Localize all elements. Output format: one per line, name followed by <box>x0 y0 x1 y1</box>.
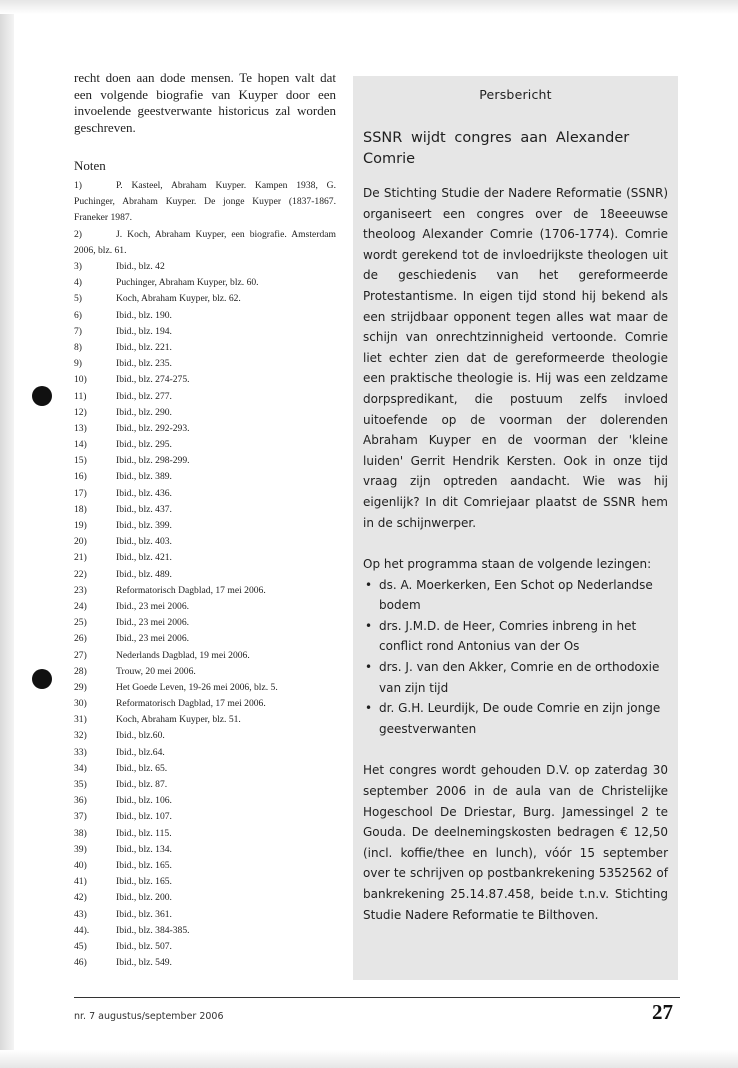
note-item <box>74 712 336 728</box>
intro-paragraph: recht doen aan dode mensen. Te hopen valt dat een volgende biografie van Kuyper door een invoelende geestverwante historicus zal worden geschreven. <box>74 70 336 135</box>
note-number: 33) <box>74 746 87 758</box>
note-text: J. Koch, Abraham Kuyper, een biografie. Amsterdam 2006, blz. 61. <box>74 228 336 256</box>
note-item <box>74 324 336 340</box>
note-item <box>74 631 336 647</box>
note-text: Ibid., blz. 298-299. <box>116 455 190 467</box>
note-text: Koch, Abraham Kuyper, blz. 51. <box>116 714 241 726</box>
press-release-title: Persbericht <box>479 87 552 102</box>
note-number: 26) <box>74 633 87 645</box>
note-number: 5) <box>74 293 82 305</box>
note-number: 12) <box>74 406 87 418</box>
note-text: Ibid., blz. 389. <box>116 471 172 483</box>
note-text: Ibid., blz. 295. <box>116 439 172 451</box>
note-item <box>74 534 336 550</box>
note-text: Ibid., blz. 489. <box>116 568 172 580</box>
note-number: 46) <box>74 957 87 969</box>
footer-rule <box>74 997 680 998</box>
note-text: Ibid., blz. 107. <box>116 811 172 823</box>
note-number: 31) <box>74 714 87 726</box>
note-number: 22) <box>74 568 87 580</box>
notes-heading: Noten <box>74 158 106 173</box>
note-item <box>74 793 336 809</box>
note-text: Ibid., blz. 399. <box>116 520 172 532</box>
note-item <box>74 567 336 583</box>
note-text: Ibid., blz. 292-293. <box>116 422 190 434</box>
note-text: Ibid., blz. 42 <box>116 261 165 273</box>
note-number: 15) <box>74 455 87 467</box>
note-text: Ibid., blz. 134. <box>116 843 172 855</box>
lecture-item: • drs. J.M.D. de Heer, Comries inbreng in het conflict rond Antonius van der Os <box>363 616 668 657</box>
note-text: Ibid., 23 mei 2006. <box>116 633 190 645</box>
note-item <box>74 227 336 259</box>
note-number: 4) <box>74 277 82 289</box>
press-release-headline: SSNR wijdt congres aan Alexander Comrie <box>363 130 630 167</box>
note-item <box>74 421 336 437</box>
note-text: Ibid., blz. 221. <box>116 341 172 353</box>
note-number: 39) <box>74 843 87 855</box>
note-item <box>74 340 336 356</box>
page-edge-shadow <box>0 0 14 1068</box>
note-number: 3) <box>74 261 82 273</box>
note-item <box>74 599 336 615</box>
note-item <box>74 518 336 534</box>
note-item <box>74 648 336 664</box>
note-item <box>74 502 336 518</box>
note-number: 23) <box>74 584 87 596</box>
note-item <box>74 583 336 599</box>
note-text: Ibid., blz. 290. <box>116 406 172 418</box>
note-item <box>74 550 336 566</box>
bottom-edge-shadow <box>0 1050 738 1068</box>
note-item <box>74 761 336 777</box>
note-number: 29) <box>74 681 87 693</box>
note-item <box>74 696 336 712</box>
note-number: 44). <box>74 924 90 936</box>
note-text: Ibid., blz.60. <box>116 730 165 742</box>
note-item <box>74 178 336 227</box>
note-number: 36) <box>74 795 87 807</box>
note-text: Ibid., blz. 165. <box>116 876 172 888</box>
note-item <box>74 890 336 906</box>
note-number: 17) <box>74 487 87 499</box>
note-item <box>74 745 336 761</box>
congress-details: Het congres wordt gehouden D.V. op zaterdag 30 september 2006 in de aula van de Christelijke Hogeschool De Driestar, Burg. Jamessingel 2 te Gouda. De deelnemingskosten bedragen € 12,50 (incl. koffie/thee en lunch), vóór 15 september over te schrijven op postbankrekening 5352562 of bankrekening 25.14.87.458, beide t.n.v. Stichting Studie Nadere Reformatie te Bilthoven. <box>363 763 668 922</box>
note-text: Ibid., blz. 421. <box>116 552 172 564</box>
note-text: Ibid., blz. 384-385. <box>116 924 190 936</box>
program-intro: Op het programma staan de volgende lezingen: <box>363 557 652 572</box>
note-text: Ibid., blz. 115. <box>116 827 172 839</box>
note-number: 11) <box>74 390 87 402</box>
note-item <box>74 939 336 955</box>
lecture-list <box>363 575 668 740</box>
note-number: 42) <box>74 892 87 904</box>
note-item <box>74 615 336 631</box>
note-text: Nederlands Dagblad, 19 mei 2006. <box>116 649 250 661</box>
press-release-body: De Stichting Studie der Nadere Reformatie (SSNR) organiseert een congres over de 18eeeuwse theoloog Alexander Comrie (1706-1774). Comrie wordt gerekend tot de invloedrijkste theologen uit de geschiedenis van het gereformeerde Protestantisme. In eigen tijd stond hij bekend als een strijdbaar opponent tegen alles wat maar de schijn van onrechtzinnigheid vertoonde. Comrie liet echter zien dat de gereformeerde theologie een praktische theologie is. Hij was een zeldzame dorpspredikant, die postuum zelfs invloed uitoefende op de voorman der dolerenden Abraham Kuyper en de voorman der 'kleine luiden' Gerrit Hendrik Kersten. Ook in onze tijd vraag zijn optreden aandacht. Wie was hij eigenlijk? In dit Comriejaar plaatst de SSNR hem in de schijnwerper. <box>363 186 668 530</box>
note-text: Ibid., blz. 361. <box>116 908 172 920</box>
note-item <box>74 858 336 874</box>
note-item <box>74 826 336 842</box>
note-number: 35) <box>74 779 87 791</box>
note-text: Reformatorisch Dagblad, 17 mei 2006. <box>116 698 266 710</box>
note-number: 6) <box>74 309 82 321</box>
note-number: 32) <box>74 730 87 742</box>
notes-list <box>74 259 336 971</box>
note-item <box>74 664 336 680</box>
note-text: Ibid., blz. 190. <box>116 309 172 321</box>
note-item <box>74 486 336 502</box>
note-number: 20) <box>74 536 87 548</box>
note-text: Puchinger, Abraham Kuyper, blz. 60. <box>116 277 259 289</box>
note-text: Ibid., 23 mei 2006. <box>116 617 190 629</box>
note-number: 45) <box>74 940 87 952</box>
note-text: Het Goede Leven, 19-26 mei 2006, blz. 5. <box>116 681 278 693</box>
note-text: Reformatorisch Dagblad, 17 mei 2006. <box>116 584 266 596</box>
press-release-box <box>353 76 678 980</box>
note-item <box>74 907 336 923</box>
note-text: Ibid., 23 mei 2006. <box>116 600 190 612</box>
note-number: 16) <box>74 471 87 483</box>
note-item <box>74 680 336 696</box>
note-number: 7) <box>74 325 82 337</box>
note-number: 13) <box>74 422 87 434</box>
note-text: Ibid., blz. 274-275. <box>116 374 190 386</box>
note-text: Ibid., blz. 403. <box>116 536 172 548</box>
note-number: 24) <box>74 600 87 612</box>
issue-label: nr. 7 augustus/september 2006 <box>74 1011 224 1022</box>
note-text: Ibid., blz. 165. <box>116 859 172 871</box>
note-text: Koch, Abraham Kuyper, blz. 62. <box>116 293 241 305</box>
note-item <box>74 453 336 469</box>
note-text: Ibid., blz. 437. <box>116 503 172 515</box>
note-item <box>74 777 336 793</box>
left-column <box>74 70 336 971</box>
note-item <box>74 923 336 939</box>
note-number: 9) <box>74 358 82 370</box>
note-number: 41) <box>74 876 87 888</box>
note-number: 27) <box>74 649 87 661</box>
note-number: 2) <box>74 228 82 240</box>
note-number: 40) <box>74 859 87 871</box>
note-number: 14) <box>74 439 87 451</box>
note-number: 8) <box>74 341 82 353</box>
note-text: Ibid., blz. 200. <box>116 892 172 904</box>
punch-hole <box>32 669 52 689</box>
note-item <box>74 389 336 405</box>
note-number: 21) <box>74 552 87 564</box>
note-text: Ibid., blz. 106. <box>116 795 172 807</box>
note-item <box>74 842 336 858</box>
note-number: 10) <box>74 374 87 386</box>
note-number: 25) <box>74 617 87 629</box>
note-number: 37) <box>74 811 87 823</box>
note-text: Ibid., blz. 436. <box>116 487 172 499</box>
note-text: Ibid., blz. 194. <box>116 325 172 337</box>
note-text: P. Kasteel, Abraham Kuyper. Kampen 1938, G. Puchinger, Abraham Kuyper. De jonge Kuyper (1837-1867. Franeker 1987. <box>74 180 336 224</box>
note-text: Ibid., blz. 277. <box>116 390 172 402</box>
note-item <box>74 955 336 971</box>
note-number: 34) <box>74 762 87 774</box>
note-number: 18) <box>74 503 87 515</box>
note-text: Ibid., blz.64. <box>116 746 165 758</box>
note-item <box>74 874 336 890</box>
lecture-item: • ds. A. Moerkerken, Een Schot op Nederlandse bodem <box>363 575 668 616</box>
note-number: 28) <box>74 665 87 677</box>
note-text: Ibid., blz. 507. <box>116 940 172 952</box>
note-item <box>74 405 336 421</box>
note-text: Ibid., blz. 235. <box>116 358 172 370</box>
note-number: 19) <box>74 520 87 532</box>
note-text: Ibid., blz. 65. <box>116 762 168 774</box>
note-item <box>74 291 336 307</box>
note-text: Trouw, 20 mei 2006. <box>116 665 196 677</box>
note-item <box>74 728 336 744</box>
note-item <box>74 809 336 825</box>
page-number: 27 <box>652 1000 673 1024</box>
note-number: 30) <box>74 698 87 710</box>
note-number: 38) <box>74 827 87 839</box>
note-item <box>74 469 336 485</box>
note-item <box>74 275 336 291</box>
note-item <box>74 308 336 324</box>
note-item <box>74 356 336 372</box>
note-text: Ibid., blz. 549. <box>116 957 172 969</box>
lecture-item: • dr. G.H. Leurdijk, De oude Comrie en zijn jonge geestverwanten <box>363 698 668 739</box>
note-number: 43) <box>74 908 87 920</box>
note-item <box>74 372 336 388</box>
note-item <box>74 437 336 453</box>
note-text: Ibid., blz. 87. <box>116 779 168 791</box>
note-item <box>74 259 336 275</box>
note-number: 1) <box>74 180 82 191</box>
punch-hole <box>32 386 52 406</box>
top-edge-shadow <box>0 0 738 14</box>
lecture-item: • drs. J. van den Akker, Comrie en de orthodoxie van zijn tijd <box>363 657 668 698</box>
